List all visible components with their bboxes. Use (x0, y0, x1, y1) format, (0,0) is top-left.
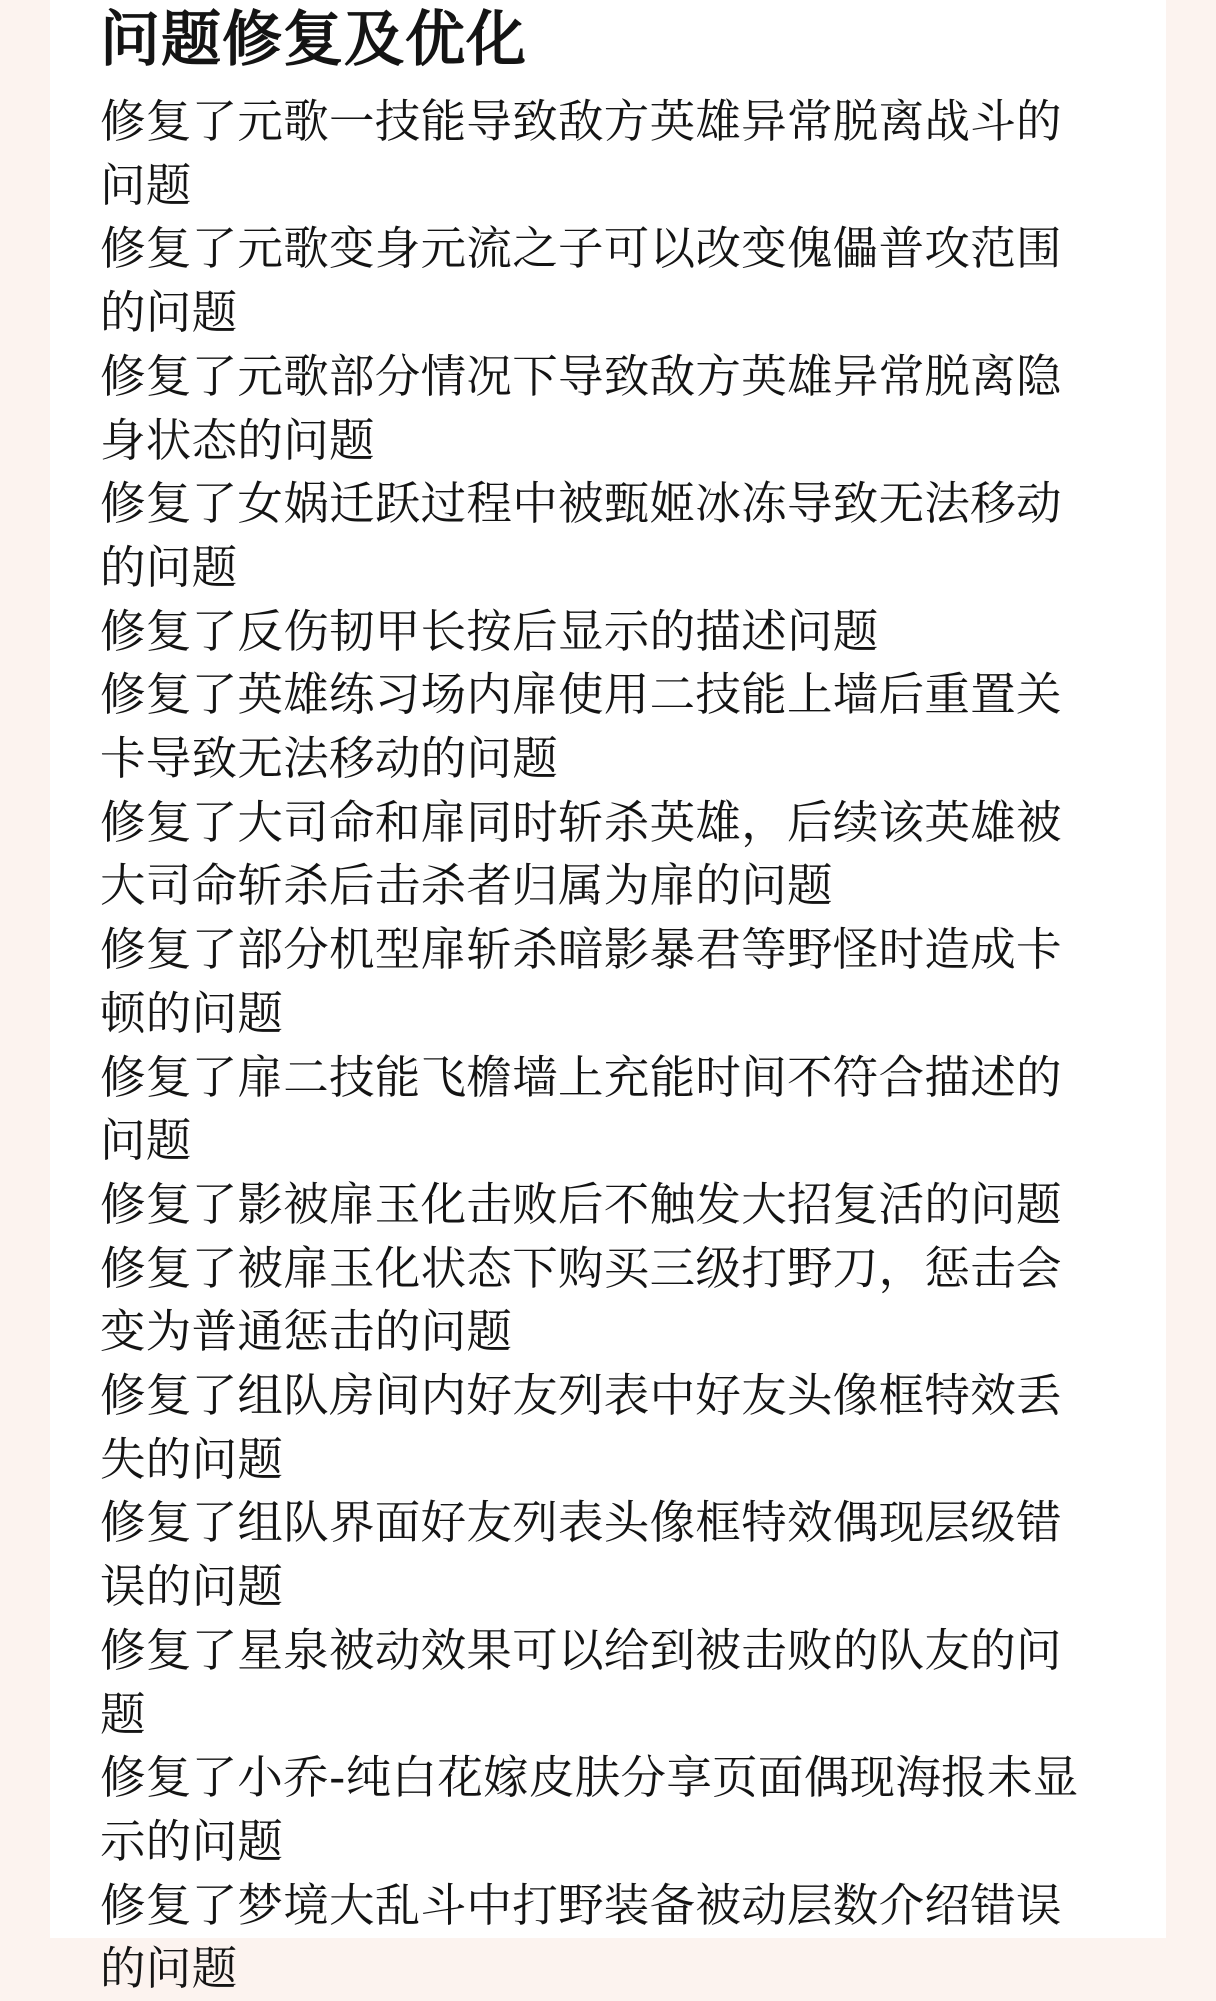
fix-list (100, 90, 1100, 2001)
fix-item: 修复了扉二技能飞檐墙上充能时间不符合描述的问题 (100, 1050, 1062, 1168)
fix-item: 修复了影被扉玉化击败后不触发大招复活的问题 (100, 1177, 1062, 1231)
fix-item: 修复了女娲迁跃过程中被甄姬冰冻导致无法移动的问题 (100, 477, 1062, 594)
fix-item: 修复了组队房间内好友列表中好友头像框特效丢失的问题 (100, 1369, 1062, 1486)
section-title: 问题修复及优化 (100, 5, 527, 75)
fix-item: 修复了小乔-纯白花嫁皮肤分享页面偶现海报未显示的问题 (100, 1751, 1079, 1868)
fix-item: 修复了组队界面好友列表头像框特效偶现层级错误的问题 (100, 1496, 1062, 1614)
fix-item: 修复了元歌变身元流之子可以改变傀儡普攻范围的问题 (100, 222, 1062, 340)
fix-item: 修复了被扉玉化状态下购买三级打野刀，惩击会变为普通惩击的问题 (100, 1241, 1062, 1359)
fix-item: 修复了梦境大乱斗中打野装备被动层数介绍错误的问题 (100, 1878, 1062, 1996)
fix-item: 修复了大司命和扉同时斩杀英雄，后续该英雄被大司命斩杀后击杀者归属为扉的问题 (100, 795, 1062, 913)
fix-item: 修复了反伤韧甲长按后显示的描述问题 (100, 604, 879, 658)
fix-item: 修复了英雄练习场内扉使用二技能上墙后重置关卡导致无法移动的问题 (100, 668, 1062, 786)
fix-item: 修复了元歌部分情况下导致敌方英雄异常脱离隐身状态的问题 (100, 349, 1062, 467)
fix-item: 修复了部分机型扉斩杀暗影暴君等野怪时造成卡顿的问题 (100, 923, 1062, 1040)
fix-item: 修复了元歌一技能导致敌方英雄异常脱离战斗的问题 (100, 95, 1062, 212)
fix-item: 修复了星泉被动效果可以给到被击败的队友的问题 (100, 1623, 1062, 1741)
patch-notes-page (50, 0, 1166, 1996)
